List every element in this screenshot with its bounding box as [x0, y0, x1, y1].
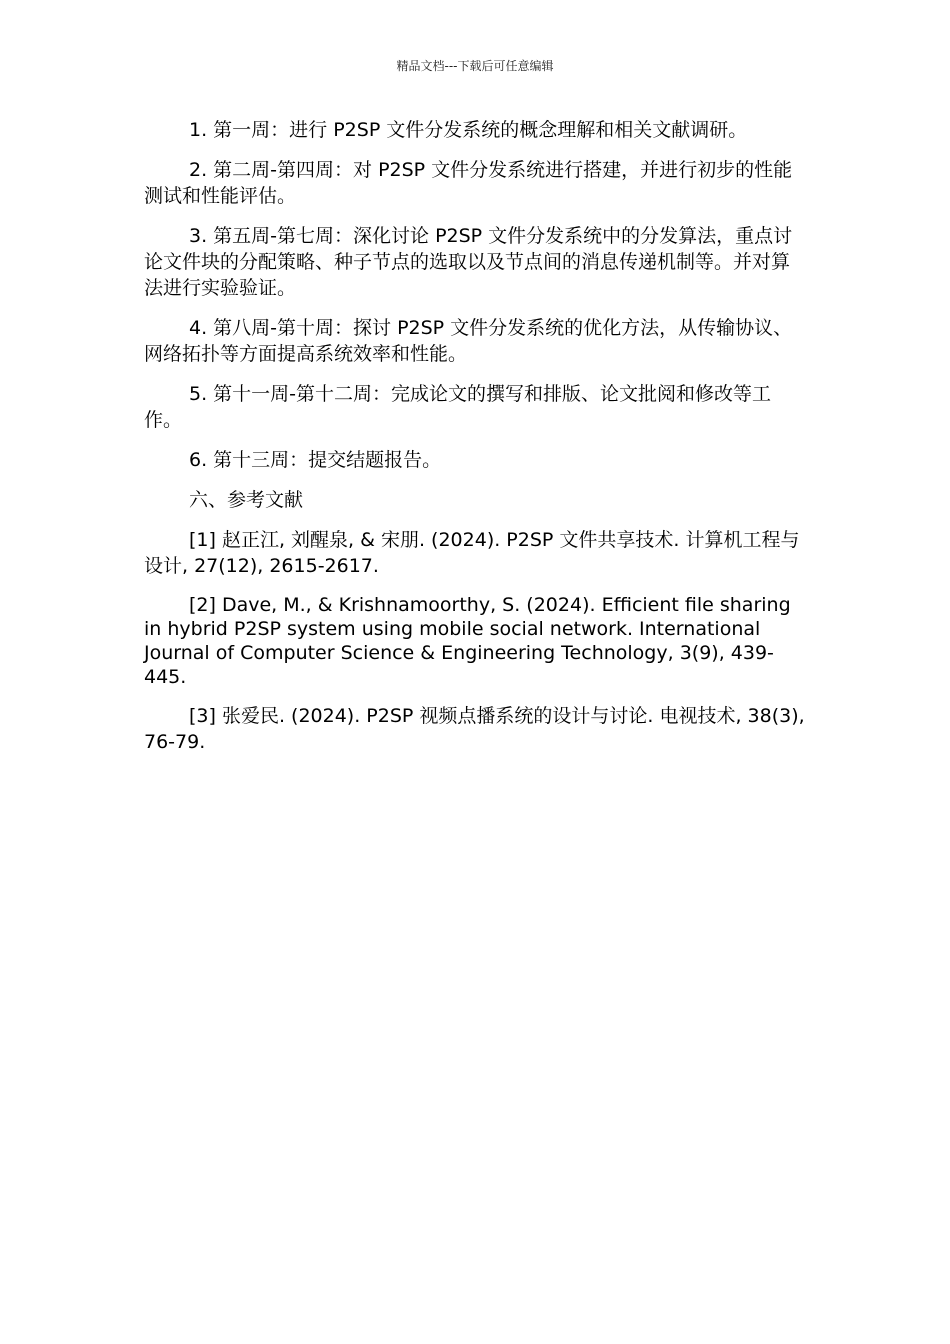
schedule-item-5: 5. 第十一周-第十二周：完成论文的撰写和排版、论文批阅和修改等工作。 — [144, 383, 772, 431]
schedule-item-3: 3. 第五周-第七周：深化讨论 P2SP 文件分发系统中的分发算法，重点讨论文件块的分配策略、种子节点的选取以及节点间的消息传递机制等。并对算法进行实验验证。 — [144, 225, 793, 299]
reference-2: [2] Dave, M., & Krishnamoorthy, S. (2024). Efficient file sharing in hybrid P2SP system using mobile social network. International Journal of Computer Science & Engineering Technology, 3(9), 439-445. — [144, 594, 791, 688]
document-body — [144, 117, 808, 769]
schedule-item-6: 6. 第十三周：提交结题报告。 — [189, 449, 442, 471]
page-header: 精品文档---下载后可任意编辑 — [396, 59, 554, 73]
schedule-item-1: 1. 第一周：进行 P2SP 文件分发系统的概念理解和相关文献调研。 — [189, 119, 748, 141]
schedule-item-2: 2. 第二周-第四周：对 P2SP 文件分发系统进行搭建，并进行初步的性能测试和性能评估。 — [144, 159, 793, 207]
reference-1: [1] 赵正江, 刘醒泉, & 宋朋. (2024). P2SP 文件共享技术. 计算机工程与设计, 27(12), 2615-2617. — [144, 529, 800, 577]
reference-3: [3] 张爱民. (2024). P2SP 视频点播系统的设计与讨论. 电视技术, 38(3), 76-79. — [144, 705, 805, 753]
references-heading: 六、参考文献 — [189, 489, 304, 511]
schedule-item-4: 4. 第八周-第十周：探讨 P2SP 文件分发系统的优化方法，从传输协议、网络拓扑等方面提高系统效率和性能。 — [144, 317, 793, 365]
